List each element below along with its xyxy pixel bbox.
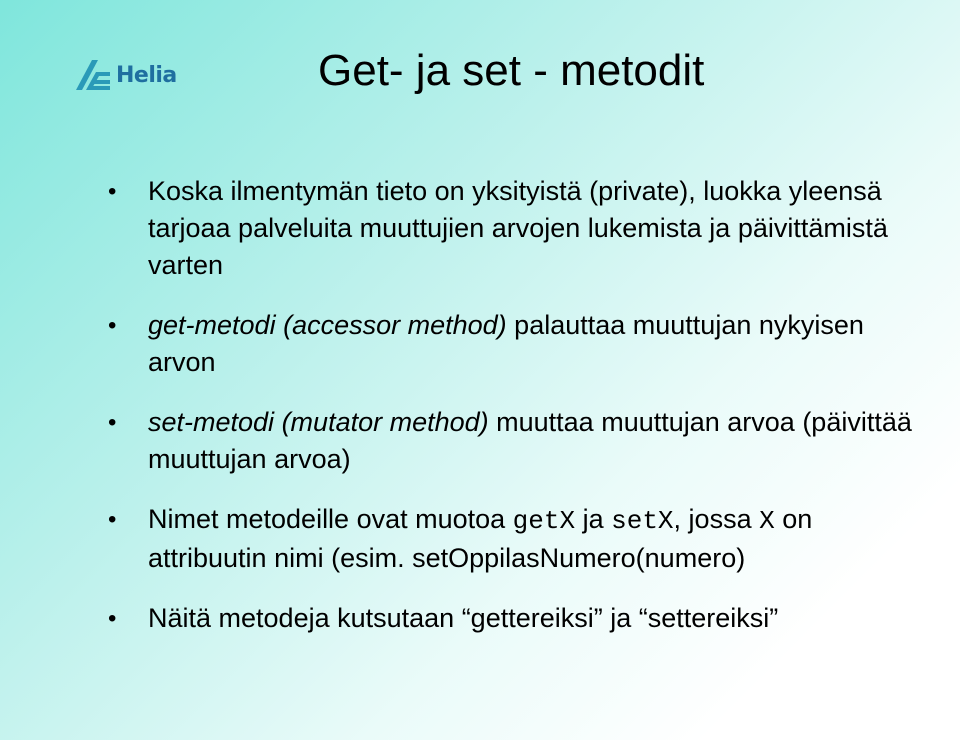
bullet-text: muuttaa muuttujan arvoa (päivittää muuttujan arvoa) <box>148 407 912 474</box>
term-accessor-method: (accessor method) <box>275 310 507 340</box>
bullet-dot-icon: • <box>108 178 117 205</box>
bullet-naming <box>108 501 938 577</box>
bullet-dot-icon: • <box>108 409 117 436</box>
bullet-text: on attribuutin nimi (esim. setOppilasNumero(numero) <box>148 504 813 573</box>
bullet-text: Näitä metodeja kutsutaan “gettereiksi” ja “settereiksi” <box>148 603 779 633</box>
bullet-dot-icon: • <box>108 312 117 339</box>
bullet-text: ja <box>575 504 612 534</box>
bullet-set-method <box>108 404 938 478</box>
term-mutator-method: (mutator method) <box>274 407 489 437</box>
bullet-text: palauttaa muuttujan nykyisen arvon <box>148 310 864 377</box>
code-x: X <box>759 506 775 536</box>
bullet-text: , jossa <box>673 504 760 534</box>
slide-title: Get- ja set - metodit <box>318 46 705 95</box>
bullet-dot-icon: • <box>108 506 117 533</box>
bullet-get-method <box>108 307 938 381</box>
code-getx: getX <box>512 506 576 536</box>
bullet-text: Nimet metodeille ovat muotoa <box>148 504 513 534</box>
bullet-list <box>108 173 938 637</box>
bullet-private-data <box>108 173 938 284</box>
code-setx: setX <box>611 506 674 536</box>
bullet-text: Koska ilmentymän tieto on yksityistä (private), luokka yleensä tarjoaa palveluita muuttujien arvojen lukemista ja päivittämistä varten <box>148 176 888 280</box>
bullet-getters-setters <box>108 600 938 637</box>
logo-text: Helia <box>116 62 177 88</box>
term-get-metodi: get-metodi <box>148 310 276 340</box>
term-set-metodi: set-metodi <box>148 407 275 437</box>
bullet-dot-icon: • <box>108 605 117 632</box>
